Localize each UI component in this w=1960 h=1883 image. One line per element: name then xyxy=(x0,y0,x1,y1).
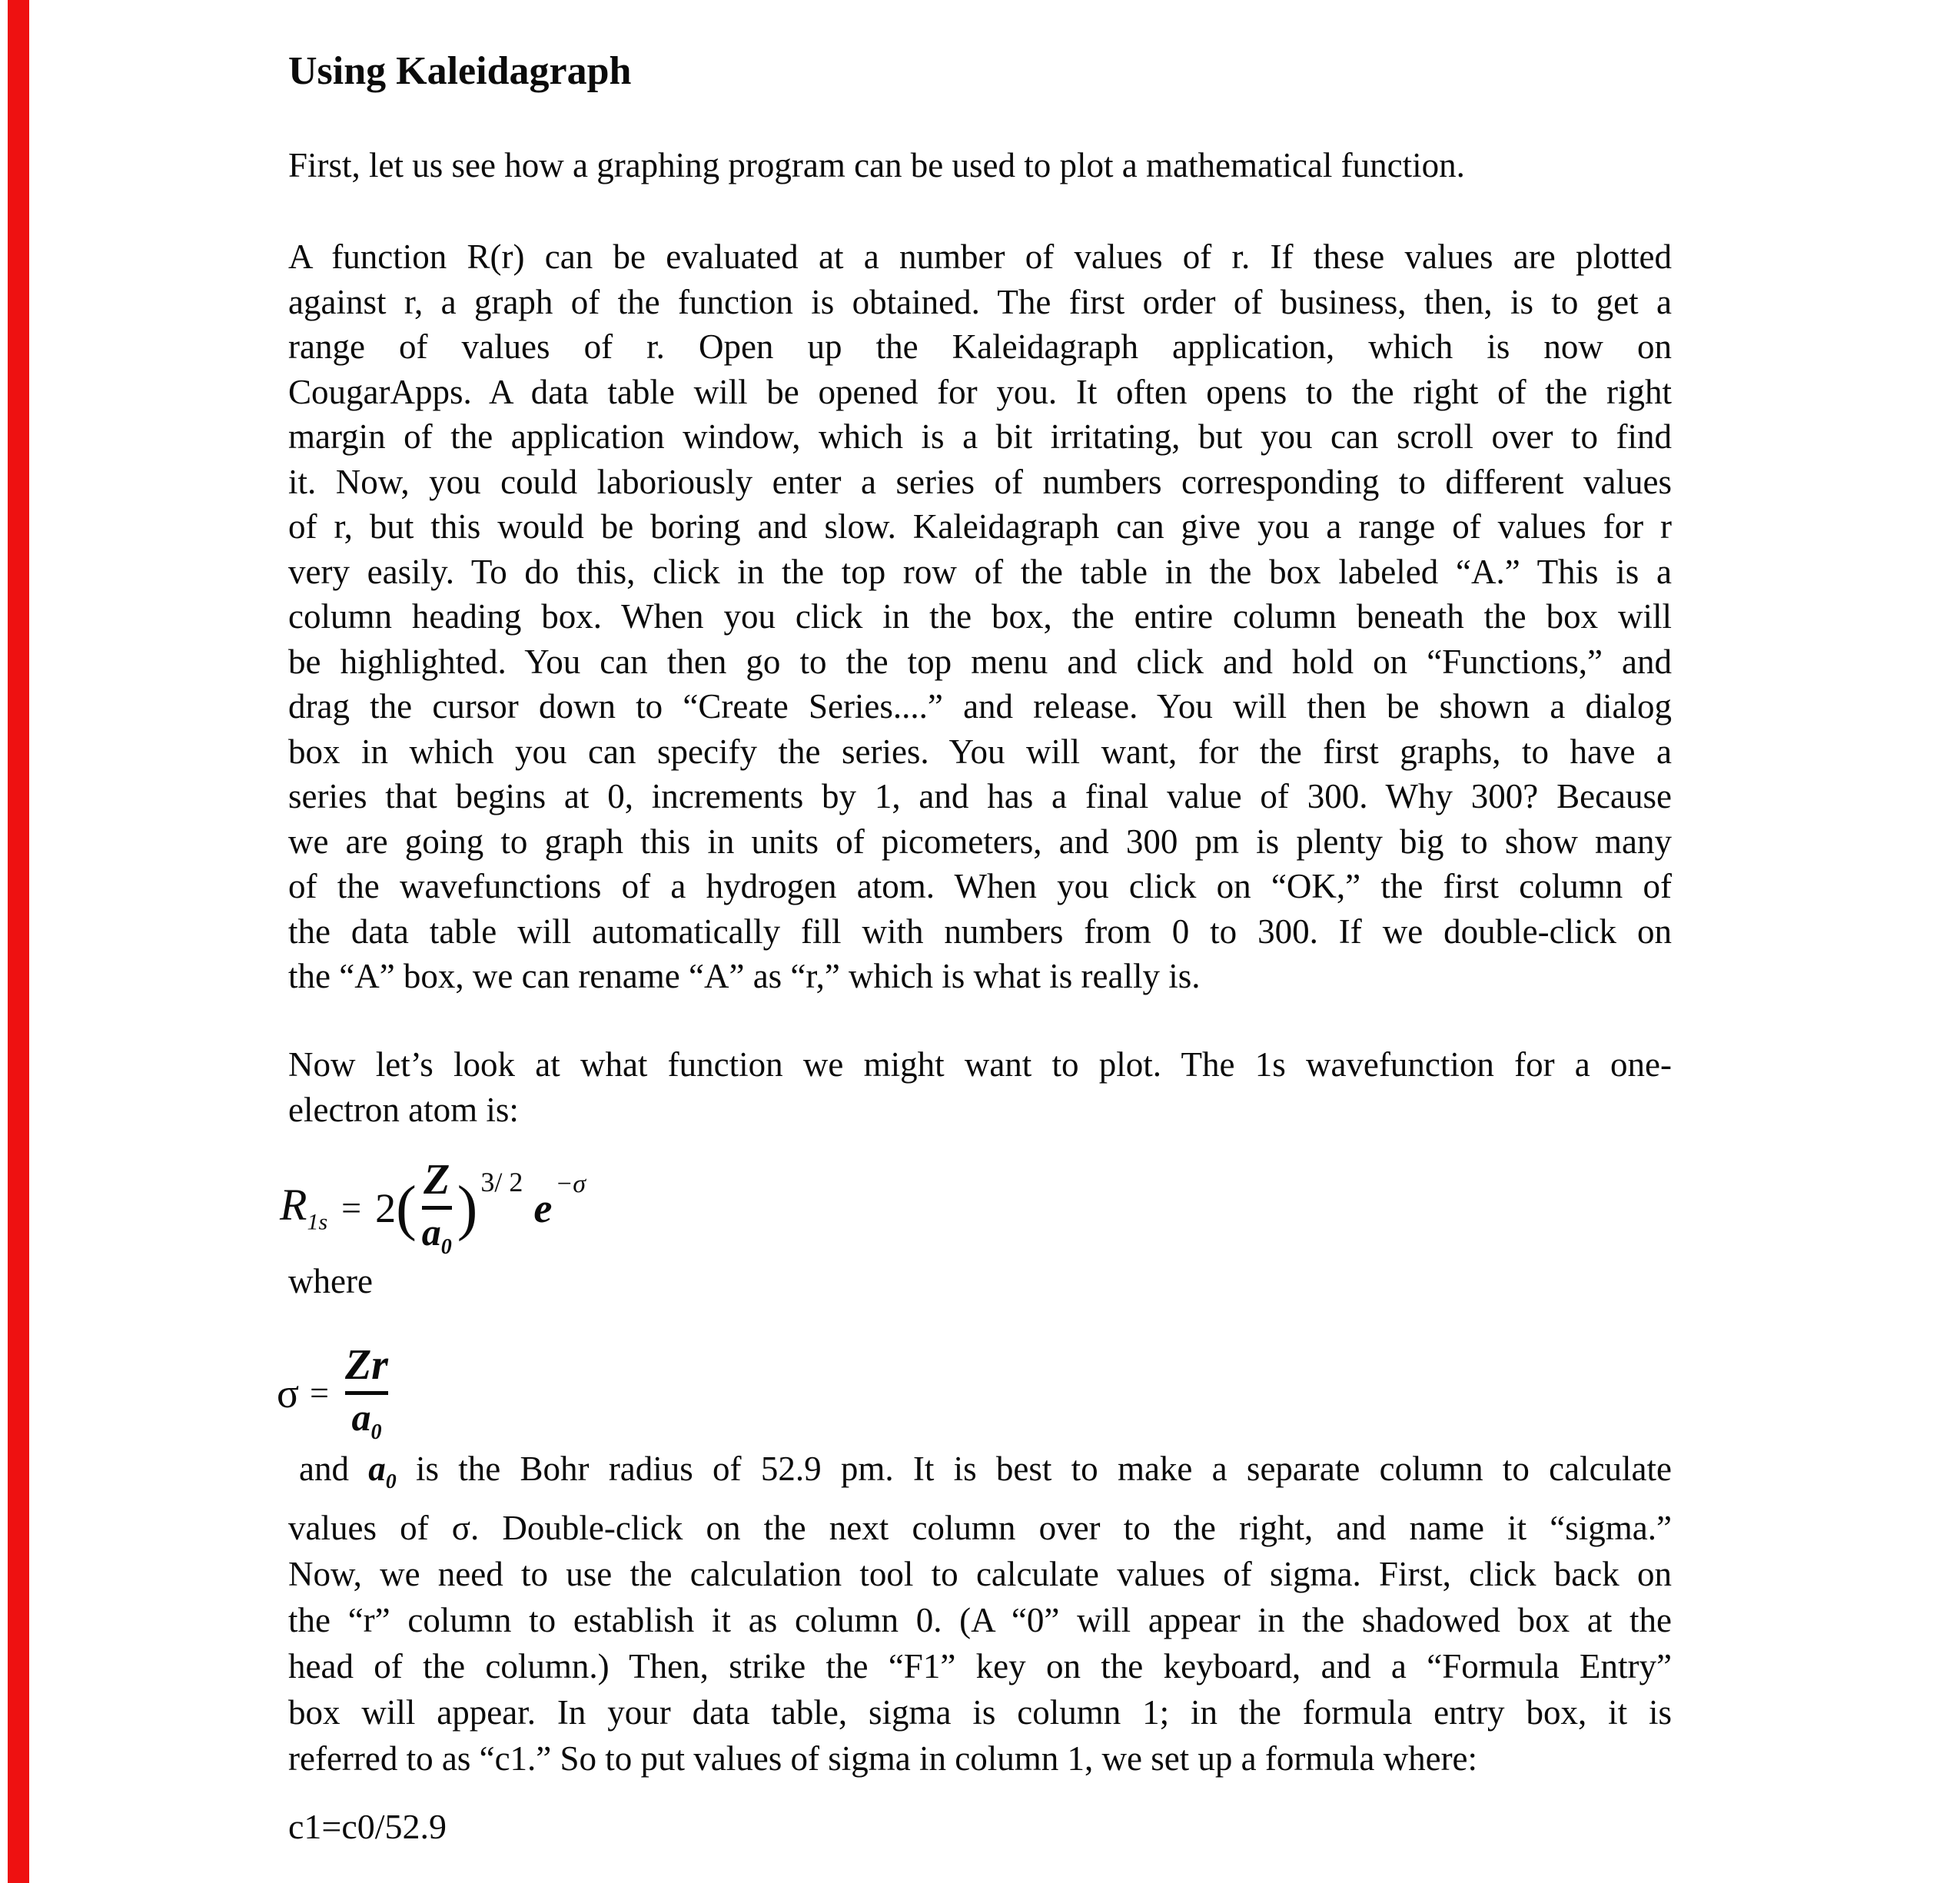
text-line: of r, but this would be boring and slow. Kaleidagraph can give you a range of values for r xyxy=(288,507,1672,546)
text-line: we are going to graph this in units of picometers, and 300 pm is plenty big to show many xyxy=(288,822,1672,861)
text-line: box in which you can specify the series. You will want, for the first graphs, to have a xyxy=(288,732,1672,771)
text-line: column heading box. When you click in the box, the entire column beneath the box will xyxy=(288,597,1672,636)
fraction-z-over-a0 xyxy=(419,1158,455,1258)
text-line: very easily. To do this, click in the top row of the table in the box labeled “A.” This is a xyxy=(288,552,1672,591)
r-symbol: $R_{1s}$ xyxy=(280,1179,328,1235)
euler-e: e xyxy=(533,1185,553,1231)
text-line: electron atom is: xyxy=(288,1090,519,1129)
text-line: CougarApps. A data table will be opened for you. It often opens to the right of the right xyxy=(288,372,1672,411)
formula-r1s xyxy=(280,1151,586,1265)
exponent-three-halves: 3/ 2 xyxy=(480,1167,523,1197)
text-line: referred to as “c1.” So to put values of sigma in column 1, we set up a formula where: xyxy=(288,1739,1478,1778)
text-line: box will appear. In your data table, sigma is column 1; in the formula entry box, it is xyxy=(288,1693,1672,1732)
fraction-numerator: Zr xyxy=(344,1341,388,1389)
open-paren: ( xyxy=(396,1174,417,1242)
text-line: A function R(r) can be evaluated at a number of values of r. If these values are plotted xyxy=(288,237,1672,276)
formula-sigma xyxy=(277,1339,394,1448)
main-paragraph xyxy=(288,234,1672,999)
bohr-radius-paragraph xyxy=(288,1446,1672,1782)
equals-sign: = xyxy=(310,1374,329,1412)
intro-paragraph xyxy=(288,143,1672,188)
text-line: series that begins at 0, increments by 1, and has a final value of 300. Why 300? Because xyxy=(288,777,1672,815)
text-line: Now let’s look at what function we might want to plot. The 1s wavefunction for a one- xyxy=(288,1045,1672,1084)
fraction-zr-over-a0 xyxy=(342,1343,391,1443)
final-formula xyxy=(288,1805,980,1850)
text-line: head of the column.) Then, strike the “F1” key on the keyboard, and a “Formula Entry” xyxy=(288,1647,1672,1685)
fraction-numerator: Z xyxy=(424,1156,450,1204)
a0-symbol: $a_0$ xyxy=(368,1450,397,1493)
sigma-symbol: σ xyxy=(277,1370,300,1416)
text-line: and $a_0$ is the Bohr radius of 52.9 pm. It is best to make a separate column to calculate xyxy=(299,1450,1673,1493)
text-line: where xyxy=(288,1262,373,1300)
text-line: Now, we need to use the calculation tool to calculate values of sigma. First, click back on xyxy=(288,1555,1672,1593)
text-line: range of values of r. Open up the Kaleidagraph application, which is now on xyxy=(288,327,1672,366)
fraction-denominator: $a_0$ xyxy=(351,1396,382,1444)
text-line: drag the cursor down to “Create Series....” and release. You will then be shown a dialog xyxy=(288,687,1672,726)
fraction-bar xyxy=(345,1391,388,1395)
text-line: the data table will automatically fill with numbers from 0 to 300. If we double-click on xyxy=(288,912,1672,951)
r-subscript: 1s xyxy=(307,1209,328,1235)
text-line: margin of the application window, which is a bit irritating, but you can scroll over to find xyxy=(288,417,1672,456)
equals-sign: = xyxy=(341,1188,362,1227)
scan-edge-artifact xyxy=(8,0,29,1883)
wavefunction-paragraph xyxy=(288,1042,1672,1132)
fraction-denominator: $a_0$ xyxy=(421,1210,452,1259)
coefficient: 2 xyxy=(375,1185,397,1231)
text-line: values of σ. Double-click on the next column over to the right, and name it “sigma.” xyxy=(288,1509,1672,1547)
text-line: the “r” column to establish it as column 0. (A “0” will appear in the shadowed box at the xyxy=(288,1601,1672,1639)
text-line: it. Now, you could laboriously enter a series of numbers corresponding to different values xyxy=(288,462,1672,501)
fraction-bar xyxy=(422,1206,452,1210)
close-paren: ) xyxy=(457,1174,478,1242)
where-label xyxy=(288,1259,596,1304)
exponent-minus-sigma: −σ xyxy=(555,1170,586,1198)
text-line: c1=c0/52.9 xyxy=(288,1807,447,1846)
text-line: First, let us see how a graphing program can be used to plot a mathematical function. xyxy=(288,146,1465,184)
text-line: of the wavefunctions of a hydrogen atom. When you click on “OK,” the first column of xyxy=(288,867,1672,905)
document-title: Using Kaleidagraph xyxy=(288,49,632,93)
text-line: the “A” box, we can rename “A” as “r,” which is what is really is. xyxy=(288,957,1201,995)
text-line: be highlighted. You can then go to the top menu and click and hold on “Functions,” and xyxy=(288,642,1672,681)
text-line: against r, a graph of the function is obtained. The first order of business, then, is to get a xyxy=(288,282,1672,321)
